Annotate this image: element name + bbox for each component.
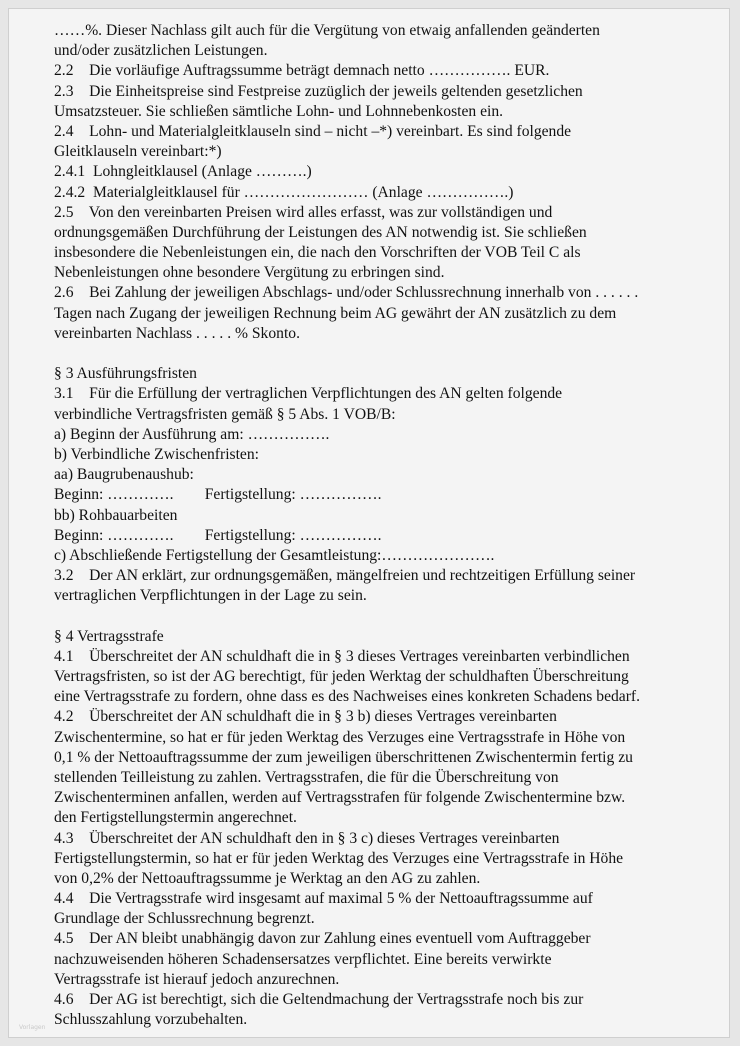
text-line: 4.1 Überschreitet der AN schuldhaft die in § 3 dieses Vertrages vereinbarten verbindlichen bbox=[54, 647, 630, 665]
text-line: a) Beginn der Ausführung am: ……………. bbox=[54, 425, 330, 443]
text-line: § 4 Vertragsstrafe bbox=[54, 627, 164, 645]
text-line: 2.4 Lohn- und Materialgleitklauseln sind – nicht –*) vereinbart. Es sind folgende bbox=[54, 122, 572, 140]
text-line: 2.2 Die vorläufige Auftragssumme beträgt demnach netto ……………. EUR. bbox=[54, 62, 550, 80]
text-line: aa) Baugrubenaushub: bbox=[54, 466, 194, 484]
text-line: 4.4 Die Vertragsstrafe wird insgesamt auf maximal 5 % der Nettoauftragssumme auf bbox=[54, 890, 593, 908]
text-line: 2.3 Die Einheitspreise sind Festpreise zuzüglich der jeweils geltenden gesetzlichen bbox=[54, 82, 583, 100]
text-line: 2.4.1 Lohngleitklausel (Anlage ……….) bbox=[54, 163, 312, 181]
text-line: vertraglichen Verpflichtungen in der Lage zu sein. bbox=[54, 587, 367, 605]
text-line: Schlusszahlung vorzubehalten. bbox=[54, 1011, 248, 1029]
blank-line bbox=[54, 606, 714, 626]
text-line: Grundlage der Schlussrechnung begrenzt. bbox=[54, 910, 315, 928]
text-line: 4.6 Der AG ist berechtigt, sich die Geltendmachung der Vertragsstrafe noch bis zur bbox=[54, 991, 584, 1008]
text-line: insbesondere die Nebenleistungen ein, die nach den Vorschriften der VOB Teil C als bbox=[54, 244, 581, 262]
text-line: Beginn: …………. Fertigstellung: ……………. bbox=[54, 526, 382, 544]
text-line: den Fertigstellungstermin angerechnet. bbox=[54, 809, 297, 827]
text-line: 3.1 Für die Erfüllung der vertraglichen Verpflichtungen des AN gelten folgende bbox=[54, 385, 563, 403]
text-line: Beginn: …………. Fertigstellung: ……………. bbox=[54, 486, 382, 504]
text-line: c) Abschließende Fertigstellung der Gesamtleistung:…………………. bbox=[54, 546, 495, 564]
text-line: ordnungsgemäßen Durchführung der Leistungen des AN notwendig ist. Sie schließen bbox=[54, 223, 587, 241]
text-line: von 0,2% der Nettoauftragssumme je Werktag an den AG zu zahlen. bbox=[54, 869, 481, 887]
text-line: 0,1 % der Nettoauftragssumme der zum jeweiligen überschrittenen Zwischentermin fertig zu bbox=[54, 748, 633, 766]
text-line: ……%. Dieser Nachlass gilt auch für die Vergütung von etwaig anfallenden geänderten bbox=[54, 22, 600, 39]
text-line: Zwischenterminen anfallen, werden auf Vertragsstrafen für folgende Zwischentermine bzw. bbox=[54, 789, 626, 807]
text-line: Zwischentermine, so hat er für jeden Werktag des Verzuges eine Vertragsstrafe in Höhe von bbox=[54, 728, 626, 746]
text-line: 2.6 Bei Zahlung der jeweiligen Abschlags- und/oder Schlussrechnung innerhalb von . . . . . . bbox=[54, 284, 639, 302]
text-line: 2.5 Von den vereinbarten Preisen wird alles erfasst, was zur vollständigen und bbox=[54, 203, 553, 221]
text-line: und/oder zusätzlichen Leistungen. bbox=[54, 42, 268, 60]
text-line: Tagen nach Zugang der jeweiligen Rechnung beim AG gewährt der AN zusätzlich zu dem bbox=[54, 304, 617, 322]
blank-line bbox=[54, 344, 714, 364]
document-body bbox=[54, 21, 714, 1030]
text-line: bb) Rohbauarbeiten bbox=[54, 506, 178, 524]
text-line: vereinbarten Nachlass . . . . . % Skonto. bbox=[54, 324, 300, 342]
text-line: 3.2 Der AN erklärt, zur ordnungsgemäßen, mängelfreien und rechtzeitigen Erfüllung seiner bbox=[54, 567, 636, 585]
text-line: eine Vertragsstrafe zu fordern, ohne dass es des Nachweises eines konkreten Schadens bedarf. bbox=[54, 688, 640, 706]
text-line: nachzuweisenden höheren Schadensersatzes verpflichtet. Eine bereits verwirkte bbox=[54, 950, 552, 968]
text-line: verbindliche Vertragsfristen gemäß § 5 Abs. 1 VOB/B: bbox=[54, 405, 396, 423]
text-line: Fertigstellungstermin, so hat er für jeden Werktag des Verzuges eine Vertragsstrafe in Höhe bbox=[54, 849, 624, 867]
text-line: Vertragsstrafe ist hierauf jedoch anzurechnen. bbox=[54, 970, 340, 988]
text-line: 4.5 Der AN bleibt unabhängig davon zur Zahlung eines eventuell vom Auftraggeber bbox=[54, 930, 591, 948]
text-line: § 3 Ausführungsfristen bbox=[54, 365, 197, 383]
document-page bbox=[8, 8, 730, 1038]
text-line: Nebenleistungen ohne besondere Vergütung zu erbringen sind. bbox=[54, 264, 445, 282]
text-line: Gleitklauseln vereinbart:*) bbox=[54, 143, 222, 161]
text-line: 4.3 Überschreitet der AN schuldhaft den in § 3 c) dieses Vertrages vereinbarten bbox=[54, 829, 560, 847]
text-line: Vertragsfristen, so ist der AG berechtigt, für jeden Werktag der schuldhaften Überschreitung bbox=[54, 668, 629, 685]
text-line: 2.4.2 Materialgleitklausel für …………………… (Anlage …………….) bbox=[54, 183, 514, 201]
text-line: b) Verbindliche Zwischenfristen: bbox=[54, 445, 259, 463]
watermark: Vorlagen bbox=[19, 1024, 46, 1031]
text-line: 4.2 Überschreitet der AN schuldhaft die in § 3 b) dieses Vertrages vereinbarten bbox=[54, 708, 557, 726]
text-line: stellenden Teilleistung zu zahlen. Vertragsstrafen, die für die Überschreitung von bbox=[54, 768, 559, 786]
text-line: Umsatzsteuer. Sie schließen sämtliche Lohn- und Lohnnebenkosten ein. bbox=[54, 102, 504, 120]
